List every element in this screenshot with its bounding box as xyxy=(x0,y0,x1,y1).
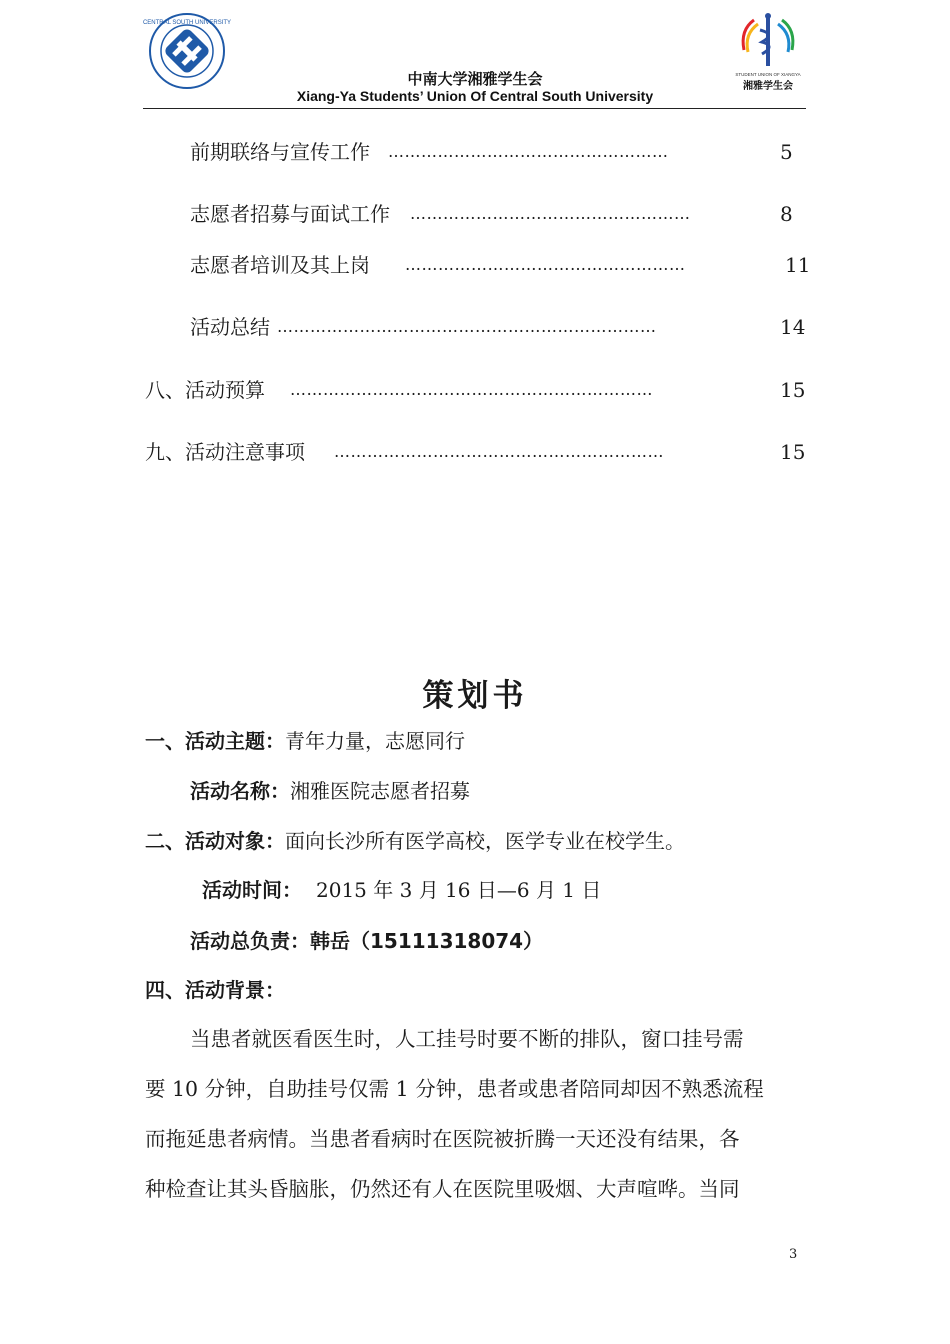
toc-item-leader: ………………………………………………………… xyxy=(290,380,653,399)
time-line xyxy=(202,877,601,903)
header-title-en: Xiang-Ya Students’ Union Of Central South University xyxy=(296,88,654,104)
toc-item-page: 14 xyxy=(780,315,806,339)
toc-item-page: 5 xyxy=(780,140,793,164)
toc-item-leader: …………………………………………… xyxy=(410,204,691,223)
header-title-cn: 中南大学湘雅学生会 xyxy=(407,70,543,88)
background-paragraph-line: 要 10 分钟，自助挂号仅需 1 分钟，患者或患者陪同却因不熟悉流程 xyxy=(145,1077,764,1101)
theme-value: 青年力量，志愿同行 xyxy=(285,729,465,753)
toc-item-page: 15 xyxy=(780,378,806,402)
toc-item-title: 八、活动预算 xyxy=(145,378,265,402)
toc-item-page: 15 xyxy=(780,440,806,464)
svg-text:湘雅学生会: 湘雅学生会 xyxy=(743,81,793,92)
toc-item-leader: …………………………………………… xyxy=(405,255,686,274)
background-label: 四、活动背景： xyxy=(145,978,285,1002)
document-title: 策划书 xyxy=(422,678,528,714)
toc-item-leader: …………………………………………… xyxy=(388,142,669,161)
time-value: 2015 年 3 月 16 日—6 月 1 日 xyxy=(316,878,602,902)
toc-item-page: 8 xyxy=(780,202,793,226)
leader-label: 活动总负责： xyxy=(190,929,310,953)
target-line xyxy=(145,828,685,854)
toc-item-title: 前期联络与宣传工作 xyxy=(190,140,370,164)
toc-item-title: 志愿者招募与面试工作 xyxy=(190,202,390,226)
toc-item-leader: …………………………………………………… xyxy=(334,442,664,461)
background-paragraph-line: 当患者就医看医生时，人工挂号时要不断的排队，窗口挂号需 xyxy=(190,1027,744,1051)
toc-item-leader: …………………………………………………………… xyxy=(277,317,657,336)
time-label: 活动时间： xyxy=(202,878,302,902)
name-line xyxy=(190,778,470,804)
theme-line xyxy=(145,728,465,754)
header-divider xyxy=(143,108,806,109)
toc-item-title: 九、活动注意事项 xyxy=(145,440,305,464)
svg-text:CENTRAL SOUTH UNIVERSITY: CENTRAL SOUTH UNIVERSITY xyxy=(142,20,232,26)
page-number: 3 xyxy=(789,1247,798,1262)
toc-item-page: 11 xyxy=(785,253,811,277)
target-label: 二、活动对象： xyxy=(145,829,285,853)
name-label: 活动名称： xyxy=(190,779,290,803)
theme-label: 一、活动主题： xyxy=(145,729,285,753)
target-value: 面向长沙所有医学高校，医学专业在校学生。 xyxy=(285,829,685,853)
name-value: 湘雅医院志愿者招募 xyxy=(290,779,470,803)
leader-line xyxy=(190,928,543,954)
toc-item-title: 活动总结 xyxy=(190,315,270,339)
toc-item-title: 志愿者培训及其上岗 xyxy=(190,253,370,277)
background-paragraph-line: 种检查让其头昏脑胀，仍然还有人在医院里吸烟、大声喧哗。当同 xyxy=(145,1177,740,1201)
leader-value: 韩岳（15111318074） xyxy=(310,929,544,953)
svg-text:STUDENT UNION OF XIANGYA: STUDENT UNION OF XIANGYA xyxy=(735,72,801,77)
background-heading xyxy=(145,977,285,1003)
background-paragraph-line: 而拖延患者病情。当患者看病时在医院被折腾一天还没有结果，各 xyxy=(145,1127,740,1151)
